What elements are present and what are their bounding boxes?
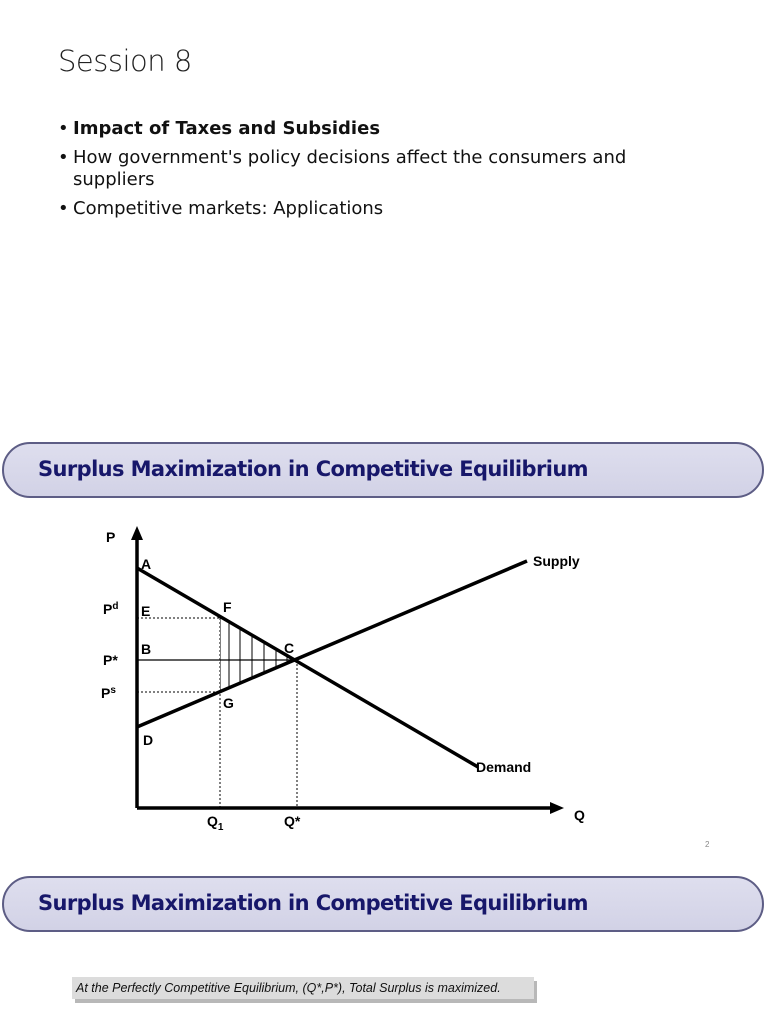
bullet-item: • How government's policy decisions affect the consumers and suppliers [58,147,698,191]
q-axis-label: Q [574,807,585,823]
pstar-label: P* [103,652,118,668]
slide-banner [2,876,764,932]
bullet-item: • Competitive markets: Applications [58,198,384,219]
point-f: F [223,599,232,615]
point-d: D [143,732,154,748]
demand-curve [137,568,478,767]
bullet-text: Competitive markets: Applications [73,198,384,219]
banner-title: Surplus Maximization in Competitive Equilibrium [38,457,588,481]
point-c: C [284,640,295,656]
caption-box: At the Perfectly Competitive Equilibrium, (Q*,P*), Total Surplus is maximized. [72,977,534,999]
point-b: B [141,641,152,657]
pd-label: $P^d$ [103,601,119,617]
q-axis-arrow-icon [550,802,564,814]
banner-title: Surplus Maximization in Competitive Equilibrium [38,891,588,915]
slide-title: Session 8 [58,44,192,78]
supply-label: Supply [533,553,580,569]
point-g: G [223,695,234,711]
supply-curve [137,561,527,727]
qstar-label: Q* [284,813,301,829]
p-axis-label: P [106,529,116,545]
p-axis-arrow-icon [131,526,143,540]
bullet-item: • Impact of Taxes and Subsidies [58,118,381,139]
bullet-text: Impact of Taxes and Subsidies [73,118,381,139]
q1-label: $Q_1$ [207,813,224,833]
bullet-text: How government's policy decisions affect the consumers and suppliers [73,147,627,190]
demand-label: Demand [476,759,532,775]
page-number: 2 [705,840,710,849]
point-a: A [141,556,152,572]
point-e: E [141,603,151,619]
ps-label: $P^s$ [101,685,116,701]
